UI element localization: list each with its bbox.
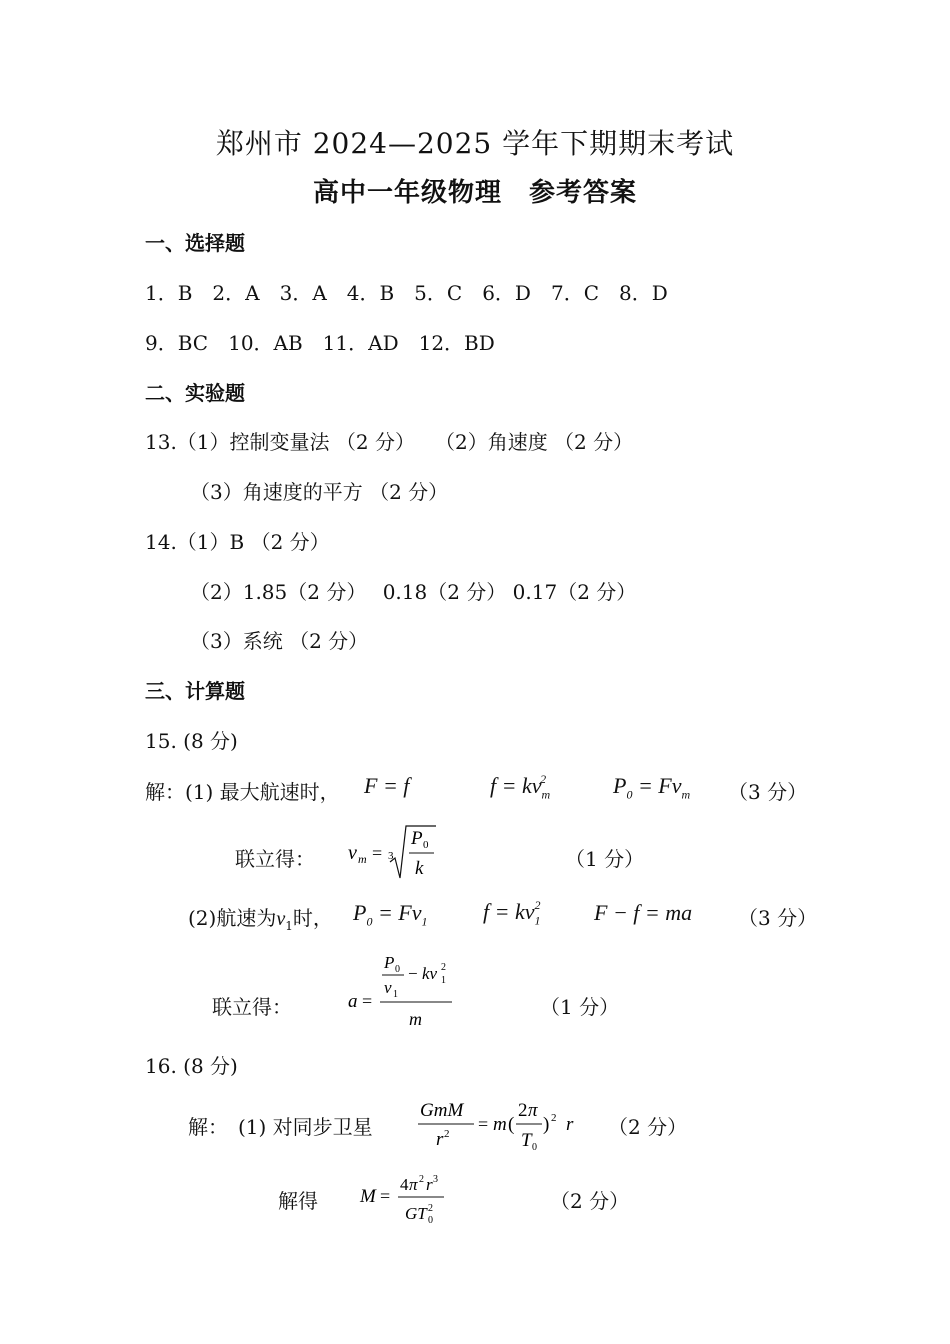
svg-text:0: 0: [428, 1215, 433, 1226]
q14-line-1: 14.（1）B （2 分）: [145, 530, 330, 554]
section-heading-calculation: 三、计算题: [145, 679, 245, 703]
svg-text:r: r: [426, 1175, 433, 1194]
svg-text:GmM: GmM: [420, 1100, 464, 1121]
svg-text:=: =: [380, 1186, 391, 1206]
svg-text:T: T: [521, 1130, 532, 1151]
svg-text:m: m: [493, 1114, 507, 1135]
svg-text:0: 0: [532, 1142, 537, 1153]
svg-text:π: π: [528, 1100, 538, 1121]
q15-acceleration-fraction: [346, 948, 466, 1034]
q15-eq-drag-force: $f = kv_m^2$: [490, 771, 551, 802]
svg-text:GT: GT: [405, 1204, 427, 1223]
svg-text:π: π: [409, 1175, 418, 1194]
svg-text:3: 3: [433, 1174, 438, 1185]
q16-mass-formula: [358, 1168, 458, 1234]
svg-text:3: 3: [388, 850, 394, 862]
svg-text:2: 2: [518, 1100, 528, 1121]
q15-header: 15. (8 分): [145, 729, 238, 753]
svg-text:2: 2: [441, 962, 446, 973]
svg-text:1: 1: [393, 989, 398, 1000]
q14-line-3: （3）系统 （2 分）: [190, 629, 369, 653]
q15-vm-cube-root: [346, 820, 446, 884]
svg-text:m: m: [358, 852, 367, 866]
q13-line-2: （3）角速度的平方 （2 分）: [190, 480, 449, 504]
q16-gravity-equation: [418, 1094, 588, 1160]
q15-part2-prefix-b: 时，: [292, 906, 333, 930]
svg-text:a: a: [348, 991, 358, 1012]
svg-text:P: P: [411, 828, 423, 849]
svg-text:0: 0: [395, 964, 400, 975]
svg-text:v: v: [348, 842, 357, 864]
svg-text:4: 4: [400, 1175, 409, 1194]
svg-text:r: r: [436, 1129, 444, 1150]
svg-text:0: 0: [423, 839, 429, 851]
section-heading-experiment: 二、实验题: [145, 381, 245, 405]
svg-text:(: (: [508, 1114, 515, 1135]
q15-vm-formula: [346, 820, 446, 888]
q16-mass-fraction: [358, 1168, 458, 1230]
q15-part2-result-score: （1 分）: [540, 995, 620, 1019]
q16-part1-score: （2 分）: [608, 1115, 688, 1139]
q14-line-2: （2）1.85（2 分） 0.18（2 分） 0.17（2 分）: [190, 580, 637, 604]
q16-header: 16. (8 分): [145, 1054, 238, 1078]
q15-eq-drag-v1: $f = kv_1^2$: [483, 897, 541, 928]
svg-text:): ): [543, 1114, 550, 1135]
q15-part2-prefix-a: (2)航速为: [188, 906, 277, 930]
svg-text:P: P: [384, 953, 395, 972]
q15-eq-F-equals-f: F = f: [364, 773, 410, 798]
q16-part1-result-score: （2 分）: [550, 1189, 630, 1213]
q15-part1-result-score: （1 分）: [565, 847, 645, 871]
svg-text:=: =: [478, 1114, 489, 1134]
q13-line-1: 13.（1）控制变量法 （2 分） （2）角速度 （2 分）: [145, 430, 634, 454]
svg-text:k: k: [415, 858, 424, 879]
q15-part1-prefix: 解：(1) 最大航速时，: [145, 780, 340, 804]
q15-eq-power-v1: $P_0 = Fv_1$: [353, 900, 428, 929]
q15-part1-score: （3 分）: [728, 780, 808, 804]
q15-part1-result-label: 联立得：: [235, 847, 315, 871]
q15-part2-score: （3 分）: [738, 906, 818, 930]
q15-acceleration-formula: [346, 948, 466, 1038]
svg-text:2: 2: [444, 1128, 450, 1140]
page-title: 郑州市 2024—2025 学年下期期末考试: [215, 127, 735, 160]
q15-part2-result-label: 联立得：: [212, 995, 292, 1019]
svg-text:m: m: [409, 1009, 422, 1029]
svg-text:=: =: [372, 843, 383, 863]
page-subtitle: 高中一年级物理 参考答案: [312, 178, 637, 208]
svg-text:2: 2: [551, 1112, 557, 1124]
q15-part2-prefix: (2)航速为$v_1$时，: [188, 906, 333, 933]
svg-text:r: r: [566, 1114, 574, 1135]
q16-gravity-fraction: [418, 1094, 588, 1156]
svg-text:kv: kv: [422, 964, 438, 983]
svg-text:2: 2: [428, 1203, 433, 1214]
svg-text:1: 1: [441, 975, 446, 986]
section-heading-choice: 一、选择题: [145, 231, 245, 255]
q16-part1-result-label: 解得: [278, 1189, 318, 1213]
svg-text:=: =: [362, 991, 373, 1011]
choice-answers-row-1: 1．B 2．A 3．A 4．B 5．C 6．D 7．C 8．D: [145, 281, 668, 305]
svg-text:M: M: [360, 1186, 376, 1207]
svg-text:2: 2: [419, 1174, 424, 1185]
q15-eq-power: $P_0 = Fv_m$: [613, 773, 691, 802]
q16-part1-prefix: 解： (1) 对同步卫星: [188, 1115, 373, 1139]
choice-answers-row-2: 9．BC 10．AB 11．AD 12．BD: [145, 331, 495, 355]
q15-eq-newton: F − f = ma: [594, 900, 693, 925]
svg-text:−: −: [408, 964, 418, 983]
svg-text:v: v: [384, 978, 392, 997]
